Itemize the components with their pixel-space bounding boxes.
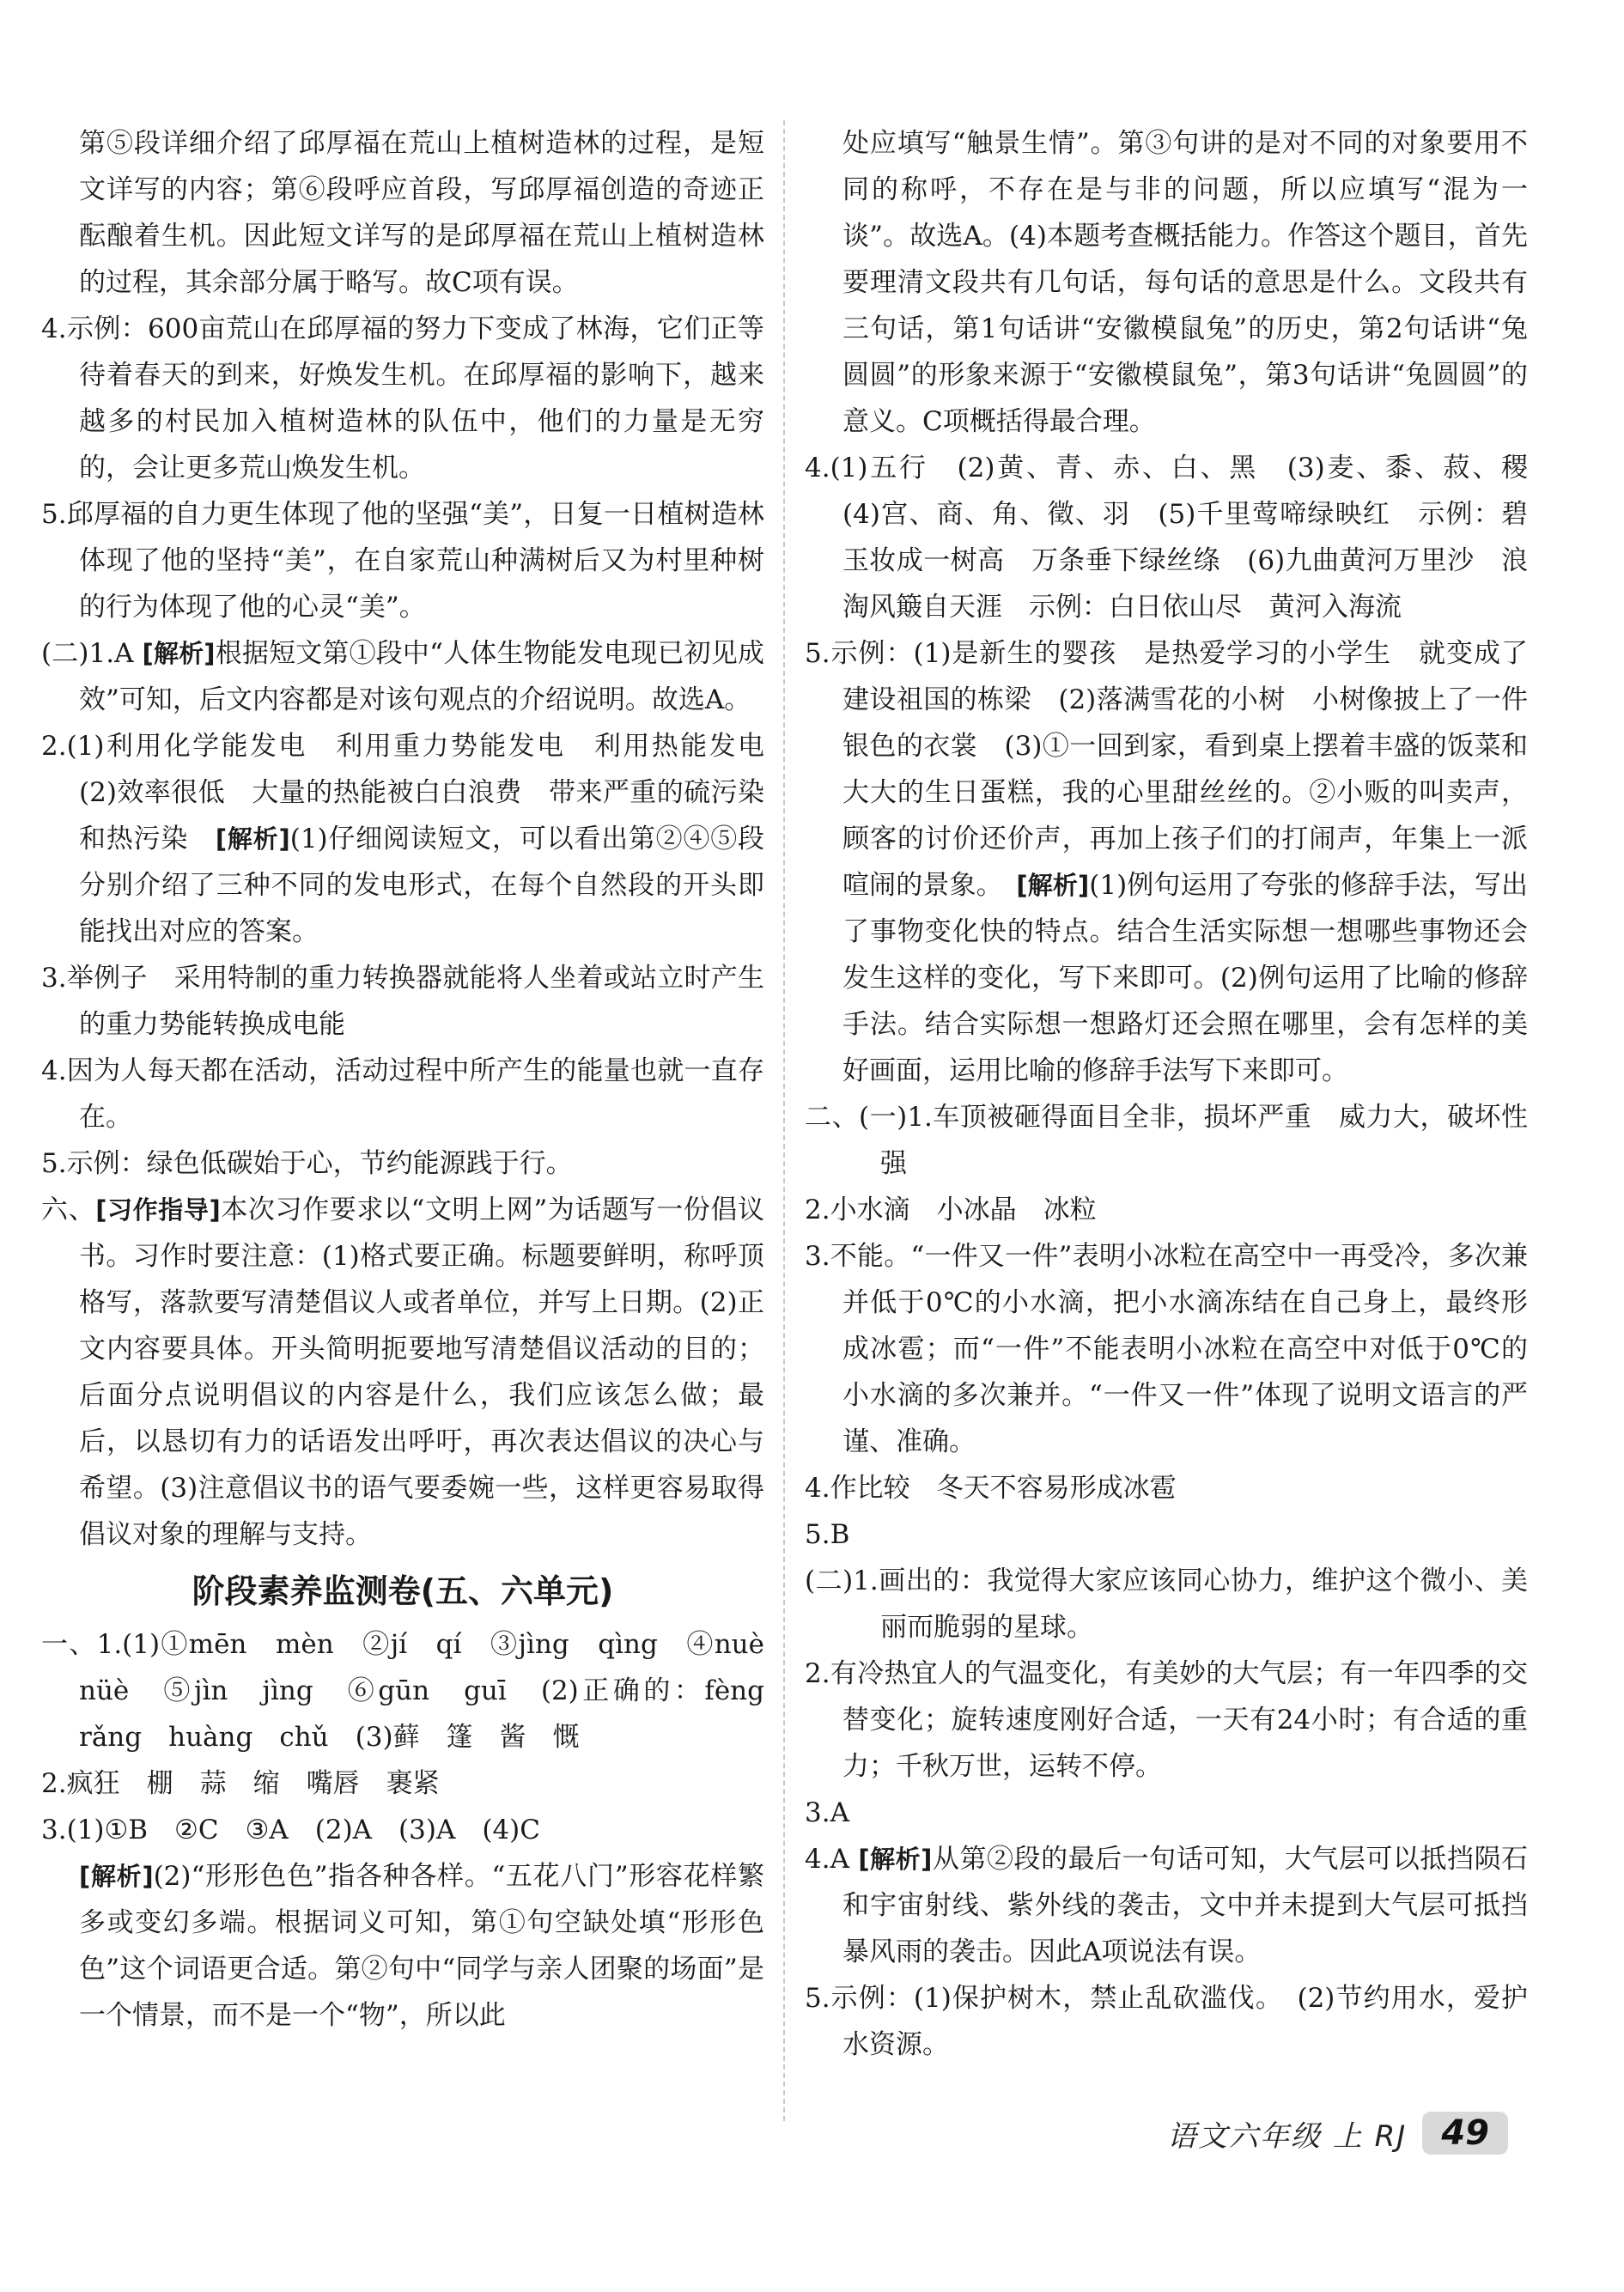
left-p12: [解析](2)“形形色色”指各种各样。“五花八门”形容花样繁多或变幻多端。根据词义可知，第①句空缺处填“形形色色”这个词语更合适。第②句中“同学与亲人团聚的场面”是一个情景，而不是一个“物”，所以此 [79,1861,764,2031]
right-p2: 5.示例：(1)是新生的婴孩 是热爱学习的小学生 就变成了建设祖国的栋梁 (2)落满雪花的小树 小树像披上了一件银色的衣裳 (3)①一回到家，看到桌上摆着丰盛的饭菜和大大的生日蛋糕，我的心里甜丝丝的。②小贩的叫卖声，顾客的讨价还价声，再加上孩子们的打闹声，年集上一派喧闹的景象。 [解析](1)例句运用了夸张的修辞手法，写出了事物变化快的特点。结合生活实际想一想哪些事物还会发生这样的变化，写下来即可。(2)例句运用了比喻的修辞手法。结合实际想一想路灯还会照在哪里，会有怎样的美好画面，运用比喻的修辞手法写下来即可。 [805,638,1528,1086]
left-p1: 4.示例：600亩荒山在邱厚福的努力下变成了林海，它们正等待着春天的到来，好焕发生机。在邱厚福的影响下，越来越多的村民加入植树造林的队伍中，他们的力量是无穷的，会让更多荒山焕发生机。 [41,313,764,483]
right-p7: 5.B [805,1519,850,1550]
column-divider [783,120,785,2121]
right-column [805,120,1554,2068]
right-p8: (二)1.画出的：我觉得大家应该同心协力，维护这个微小、美丽而脆弱的星球。 [805,1565,1528,1643]
analysis-tag: [解析] [215,824,290,854]
page-number: 49 [1422,2112,1508,2155]
left-p9: 一、1.(1)①mēn mèn ②jí qí ③jìng qìng ④nuè nüè ⑤jìn jìng ⑥gūn guī (2)正确的：fèng rǎng huàng chǔ (3)藓 篷 酱 慨 [41,1629,791,1753]
left-p11: 3.(1)①B ②C ③A (2)A (3)A (4)C [41,1815,540,1845]
analysis-tag: [解析] [858,1845,933,1874]
right-p10: 3.A [805,1797,849,1828]
right-p0: 处应填写“触景生情”。第③句讲的是对不同的对象要用不同的称呼，不存在是与非的问题，所以应填写“混为一谈”。故选A。(4)本题考查概括能力。作答这个题目，首先要理清文段共有几句话，每句话的意思是什么。文段共有三句话，第1句话讲“安徽模鼠兔”的历史，第2句话讲“兔圆圆”的形象来源于“安徽模鼠兔”，第3句话讲“兔圆圆”的意义。C项概括得最合理。 [842,128,1528,437]
left-p6: 4.因为人每天都在活动，活动过程中所产生的能量也就一直存在。 [41,1055,764,1133]
left-p5: 3.举例子 采用特制的重力转换器就能将人坐着或站立时产生的重力势能转换成电能 [41,963,764,1040]
right-p1: 4.(1)五行 (2)黄、青、赤、白、黑 (3)麦、黍、菽、稷 (4)宫、商、角、徵、羽 (5)千里莺啼绿映红 示例：碧玉妆成一树高 万条垂下绿丝绦 (6)九曲黄河万里沙 浪淘风簸自天涯 示例：白日依山尽 黄河入海流 [805,453,1554,623]
left-p8: 六、[习作指导]本次习作要求以“文明上网”为话题写一份倡议书。习作时要注意：(1)格式要正确。标题要鲜明，称呼顶格写，落款要写清楚倡议人或者单位，并写上日期。(2)正文内容要具体。开头简明扼要地写清楚倡议活动的目的；后面分点说明倡议的内容是什么，我们应该怎么做；最后，以恳切有力的话语发出呼吁，再次表达倡议的决心与希望。(3)注意倡议书的语气要委婉一些，这样更容易取得倡议对象的理解与支持。 [41,1195,764,1550]
right-p3: 二、(一)1.车顶被砸得面目全非，损坏严重 威力大，破坏性强 [805,1102,1528,1179]
right-p4: 2.小水滴 小冰晶 冰粒 [805,1195,1097,1225]
left-p0: 第⑤段详细介绍了邱厚福在荒山上植树造林的过程，是短文详写的内容；第⑥段呼应首段，写邱厚福创造的奇迹正酝酿着生机。因此短文详写的是邱厚福在荒山上植树造林的过程，其余部分属于略写。故C项有误。 [79,128,764,298]
left-p2: 5.邱厚福的自力更生体现了他的坚强“美”，日复一日植树造林体现了他的坚持“美”，在自家荒山种满树后又为村里种树的行为体现了他的心灵“美”。 [41,499,764,623]
left-p7: 5.示例：绿色低碳始于心，节约能源践于行。 [41,1148,573,1179]
right-p5: 3.不能。“一件又一件”表明小冰粒在高空中一再受冷，多次兼并低于0℃的小水滴，把小水滴冻结在自己身上，最终形成冰雹；而“一件”不能表明小冰粒在高空中对低于0℃的小水滴的多次兼并。“一件又一件”体现了说明文语言的严谨、准确。 [805,1241,1528,1457]
footer-subject: 语文六年级 上 RJ [1167,2119,1408,2154]
left-p4: 2.(1)利用化学能发电 利用重力势能发电 利用热能发电 (2)效率很低 大量的热能被白白浪费 带来严重的硫污染和热污染 [解析](1)仔细阅读短文，可以看出第②④⑤段分别介绍了三种不同的发电形式，在每个自然段的开头即能找出对应的答案。 [41,731,791,947]
analysis-tag: [解析] [1016,871,1090,900]
right-p12: 5.示例：(1)保护树木，禁止乱砍滥伐。 (2)节约用水，爱护水资源。 [805,1983,1528,2060]
right-p6: 4.作比较 冬天不容易形成冰雹 [805,1473,1177,1504]
analysis-tag: [解析] [142,639,216,668]
section-title: 阶段素养监测卷(五、六单元) [192,1572,614,1610]
page-footer [1167,2106,1508,2161]
left-p10: 2.疯狂 棚 蒜 缩 嘴唇 裹紧 [41,1768,440,1799]
analysis-tag: [解析] [79,1862,154,1891]
right-p11: 4.A [解析]从第②段的最后一句话可知，大气层可以抵挡陨石和宇宙射线、紫外线的袭击，文中并未提到大气层可抵挡暴风雨的袭击。因此A项说法有误。 [805,1844,1528,1967]
analysis-tag: [习作指导] [95,1195,221,1225]
right-p9: 2.有冷热宜人的气温变化，有美妙的大气层；有一年四季的交替变化；旋转速度刚好合适，一天有24小时；有合适的重力；千秋万世，运转不停。 [805,1658,1528,1782]
left-column [41,120,791,2039]
left-p3: (二)1.A [解析]根据短文第①段中“人体生物能发电现已初见成效”可知，后文内容都是对该句观点的介绍说明。故选A。 [41,638,764,715]
